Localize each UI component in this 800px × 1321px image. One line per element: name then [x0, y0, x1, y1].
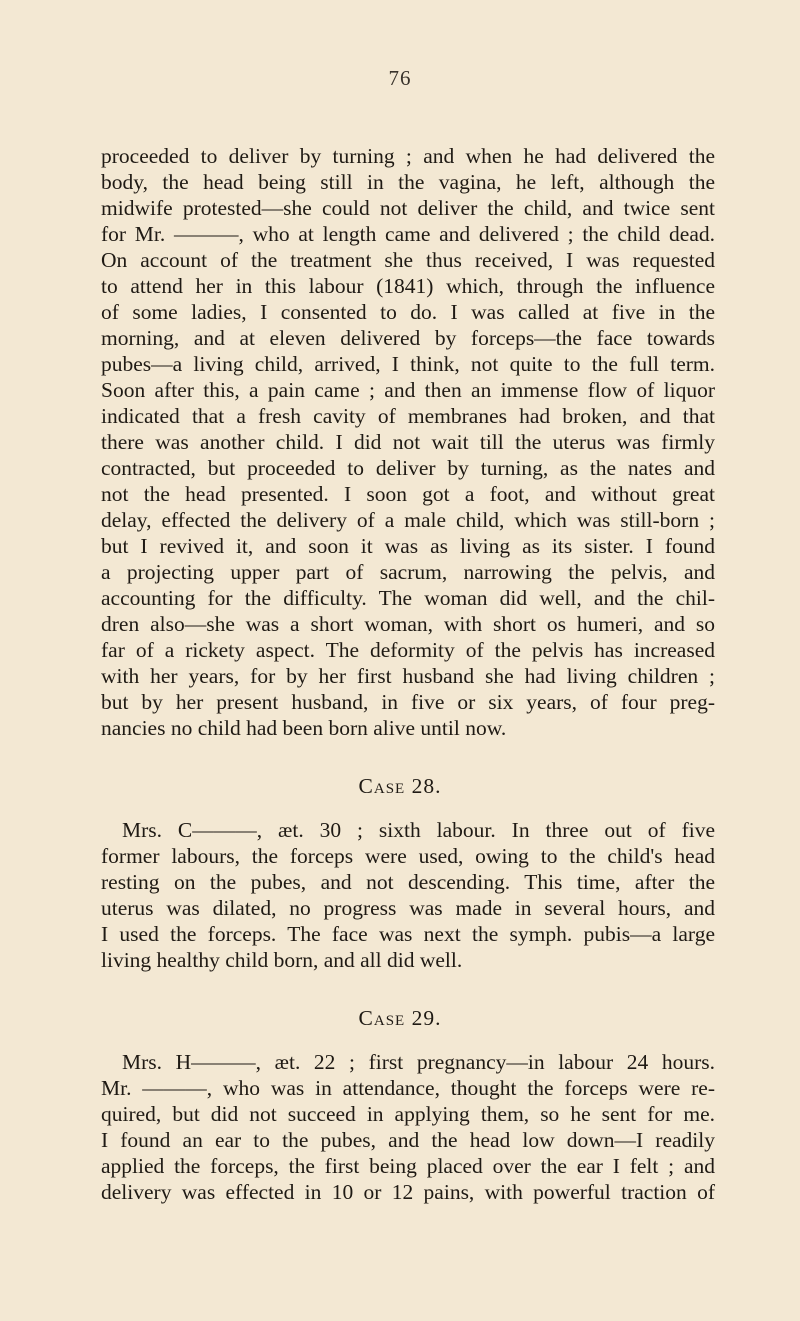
page-number: 76 [388, 66, 412, 90]
text-line: On account of the treatment she thus received, I was requested [101, 248, 715, 272]
text-line: dren also—she was a short woman, with short os humeri, and so [101, 612, 715, 636]
text-line: living healthy child born, and all did well. [101, 948, 463, 972]
text-line: proceeded to deliver by turning ; and when he had delivered the [101, 144, 715, 168]
text-line: with her years, for by her first husband she had living children ; [101, 664, 715, 688]
text-line: indicated that a fresh cavity of membranes had broken, and that [101, 404, 715, 428]
text-line: nancies no child had been born alive until now. [101, 716, 507, 740]
text-line: there was another child. I did not wait till the uterus was firmly [101, 430, 715, 454]
text-line: a projecting upper part of sacrum, narrowing the pelvis, and [101, 560, 715, 584]
text-line: to attend her in this labour (1841) which, through the influence [101, 274, 715, 298]
text-line: delivery was effected in 10 or 12 pains, with powerful traction of [101, 1180, 715, 1204]
text-line: Soon after this, a pain came ; and then an immense flow of liquor [101, 378, 715, 402]
text-line: resting on the pubes, and not descending. This time, after the [101, 870, 715, 894]
text-line: I used the forceps. The face was next the symph. pubis—a large [101, 922, 715, 946]
text-line: pubes—a living child, arrived, I think, not quite to the full term. [101, 352, 715, 376]
text-line: midwife protested—she could not deliver the child, and twice sent [101, 196, 715, 220]
text-line: for Mr. ———, who at length came and delivered ; the child dead. [101, 222, 715, 246]
text-line: Mr. ———, who was in attendance, thought the forceps were re- [101, 1076, 715, 1100]
case-28-heading: Case 28. [358, 774, 442, 798]
text-line: but by her present husband, in five or six years, of four preg- [101, 690, 715, 714]
text-line: quired, but did not succeed in applying them, so he sent for me. [101, 1102, 715, 1126]
text-line: Mrs. C———, æt. 30 ; sixth labour. In three out of five [122, 818, 715, 842]
text-line: former labours, the forceps were used, owing to the child's head [101, 844, 715, 868]
text-line: contracted, but proceeded to deliver by turning, as the nates and [101, 456, 715, 480]
text-line: far of a rickety aspect. The deformity of the pelvis has increased [101, 638, 715, 662]
text-line: morning, and at eleven delivered by forceps—the face towards [101, 326, 715, 350]
text-line: uterus was dilated, no progress was made in several hours, and [101, 896, 715, 920]
text-line: not the head presented. I soon got a foot, and without great [101, 482, 715, 506]
text-line: of some ladies, I consented to do. I was called at five in the [101, 300, 715, 324]
case-29-heading: Case 29. [358, 1006, 442, 1030]
text-line: applied the forceps, the first being placed over the ear I felt ; and [101, 1154, 715, 1178]
text-line: but I revived it, and soon it was as living as its sister. I found [101, 534, 715, 558]
text-line: accounting for the difficulty. The woman did well, and the chil- [101, 586, 715, 610]
text-line: delay, effected the delivery of a male child, which was still-born ; [101, 508, 715, 532]
text-line: Mrs. H———, æt. 22 ; first pregnancy—in labour 24 hours. [122, 1050, 715, 1074]
text-line: I found an ear to the pubes, and the head low down—I readily [101, 1128, 715, 1152]
text-line: body, the head being still in the vagina, he left, although the [101, 170, 715, 194]
